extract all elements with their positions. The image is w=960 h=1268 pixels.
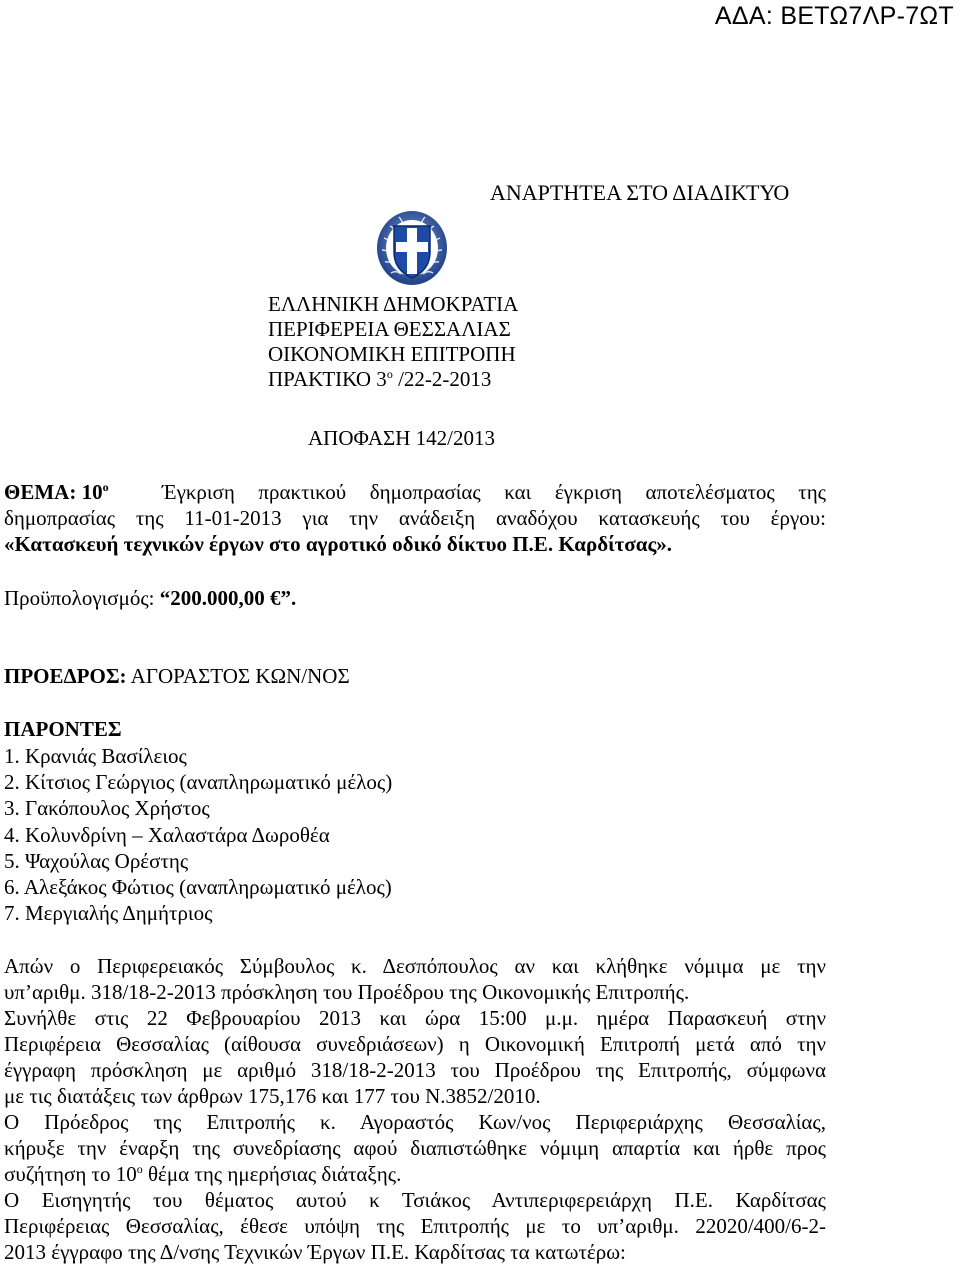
opening-paragraph-line: Ο Πρόεδρος της Επιτροπής κ. Αγοραστός Κων/νος Περιφεριάρχης Θεσσαλίας,: [4, 1110, 826, 1134]
meeting-paragraph-line: έγγραφη πρόσκληση με αριθμό 318/18-2-2013 του Προέδρου της Επιτροπής, σύμφωνα: [4, 1058, 826, 1082]
opening-paragraph-line: συζήτηση το $10^o$ θέμα της ημερήσιας διάταξης.: [4, 1162, 402, 1186]
list-item: 4. Κολυνδρίνη – Χαλαστάρα Δωροθέα: [4, 822, 330, 847]
header-region: ΠΕΡΙΦΕΡΕΙΑ ΘΕΣΣΑΛΙΑΣ: [268, 317, 511, 341]
ada-code: ΑΔΑ: ΒΕΤΩ7ΛΡ-7ΩΤ: [714, 2, 954, 30]
budget: Προϋπολογισμός: “200.000,00 €”.: [4, 586, 297, 610]
rapporteur-paragraph-line: 2013 έγγραφο της Δ/νσης Τεχνικών Έργων Π.Ε. Καρδίτσας τα κατωτέρω:: [4, 1240, 626, 1264]
rapporteur-paragraph-line: Περιφέρειας Θεσσαλίας, έθεσε υπόψη της Επιτροπής με το υπ’αριθμ. 22020/400/6-2-: [4, 1214, 826, 1238]
header-minutes: ΠΡΑΚΤΙΚΟ $3^o$ /22-2-2013: [268, 367, 492, 391]
meeting-paragraph-line: Περιφέρεια Θεσσαλίας (αίθουσα συνεδριάσεων) η Οικονομική Επιτροπή μετά από την: [4, 1032, 826, 1056]
subject-project-title: «Κατασκευή τεχνικών έργων στο αγροτικό οδικό δίκτυο Π.Ε. Καρδίτσας».: [4, 532, 673, 556]
list-item: 7. Μεργιαλής Δημήτριος: [4, 901, 213, 926]
list-item: 6. Αλεξάκος Φώτιος (αναπληρωματικό μέλος): [4, 875, 392, 900]
present-heading: ΠΑΡΟΝΤΕΣ: [4, 717, 122, 741]
opening-paragraph-line: κήρυξε την έναρξη της συνεδρίασης αφού διαπιστώθηκε νόμιμη απαρτία και ήρθε προς: [4, 1136, 826, 1160]
meeting-paragraph-line: με τις διατάξεις των άρθρων 175,176 και 177 του Ν.3852/2010.: [4, 1084, 541, 1108]
issuing-authority-header: [268, 292, 518, 392]
subject-line-2: δημοπρασίας της 11-01-2013 για την ανάδειξη αναδόχου κατασκευής του έργου:: [4, 506, 826, 530]
chairman: ΠΡΟΕΔΡΟΣ: ΑΓΟΡΑΣΤΟΣ ΚΩΝ/ΝΟΣ: [4, 664, 350, 688]
posted-online-notice: ΑΝΑΡΤΗΤΕΑ ΣΤΟ ΔΙΑΔΙΚΤΥΟ: [490, 180, 790, 205]
list-item: 3. Γακόπουλος Χρήστος: [4, 796, 210, 821]
list-item: 2. Κίτσιος Γεώργιος (αναπληρωματικό μέλος): [4, 770, 393, 795]
header-committee: ΟΙΚΟΝΟΜΙΚΗ ΕΠΙΤΡΟΠΗ: [268, 342, 516, 366]
list-item: 5. Ψαχούλας Ορέστης: [4, 848, 189, 873]
rapporteur-paragraph-line: Ο Εισηγητής του θέματος αυτού κ Τσιάκος Αντιπεριφερειάρχη Π.Ε. Καρδίτσας: [4, 1188, 826, 1212]
meeting-paragraph-line: Συνήλθε στις 22 Φεβρουαρίου 2013 και ώρα 15:00 μ.μ. ημέρα Παρασκευή στην: [4, 1006, 826, 1030]
greek-coat-of-arms-icon: [374, 208, 450, 288]
subject-label: ΘΕΜΑ: $10^o$: [4, 480, 109, 504]
list-item: 1. Κρανιάς Βασίλειος: [4, 744, 187, 768]
subject-line-1: Έγκριση πρακτικού δημοπρασίας και έγκριση αποτελέσματος της: [162, 480, 826, 504]
absent-paragraph-line: υπ’αριθμ. 318/18-2-2013 πρόσκληση του Προέδρου της Οικονομικής Επιτροπής.: [4, 980, 690, 1004]
decision-number: ΑΠΟΦΑΣΗ 142/2013: [308, 426, 495, 450]
absent-paragraph-line: Απών ο Περιφερειακός Σύμβουλος κ. Δεσπόπουλος αν και κλήθηκε νόμιμα με την: [4, 954, 826, 978]
members-list: [4, 743, 392, 926]
header-republic: ΕΛΛΗΝΙΚΗ ΔΗΜΟΚΡΑΤΙΑ: [268, 292, 519, 316]
